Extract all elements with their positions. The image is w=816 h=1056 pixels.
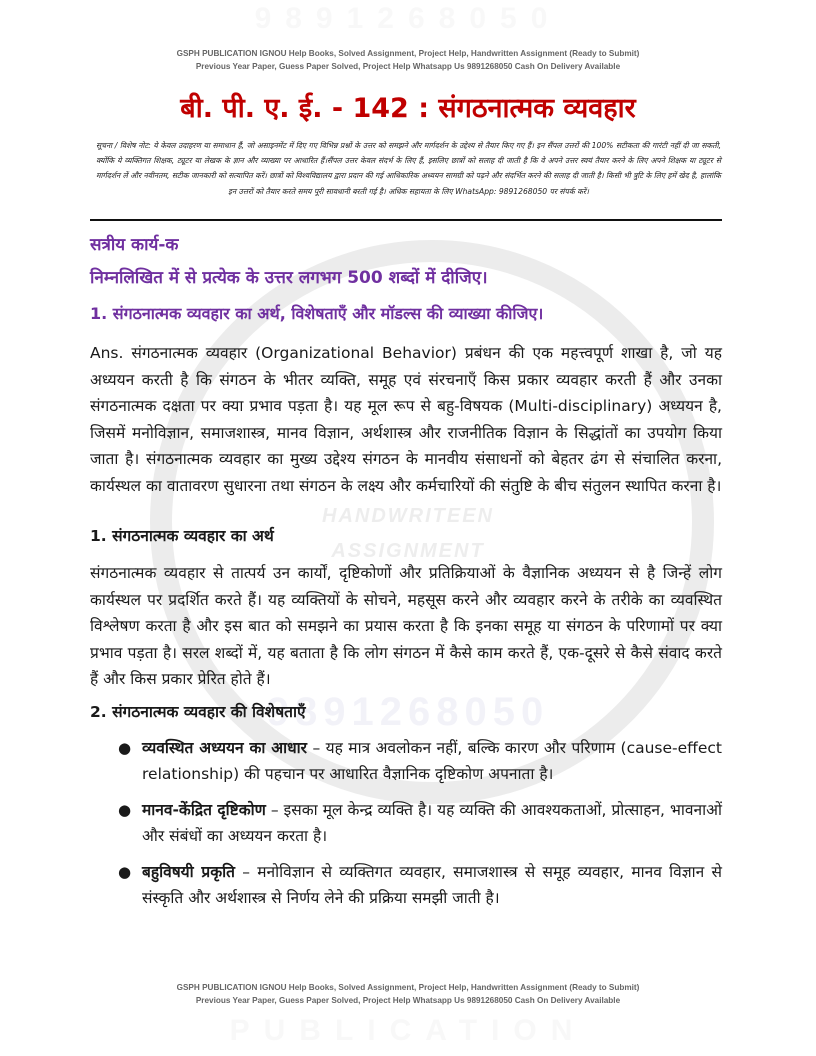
footer-line-1: GSPH PUBLICATION IGNOU Help Books, Solved Assignment, Project Help, Handwritten Assignment (Ready to Submit) <box>176 983 640 992</box>
features-list <box>115 735 722 921</box>
watermark-bottom: PUBLICATION <box>229 1014 587 1047</box>
watermark-phone: 9891268050 <box>266 690 550 734</box>
feature-text: – मनोविज्ञान से व्यक्तिगत व्यवहार, समाजशास्त्र से समूह व्यवहार, मानव विज्ञान से संस्कृति और अर्थशास्त्र से निर्णय लेने की प्रक्रिया समझी जाती है। <box>142 863 722 907</box>
section-label: सत्रीय कार्य-क <box>90 235 179 255</box>
feature-text: – यह मात्र अवलोकन नहीं, बल्कि कारण और परिणाम (cause-effect relationship) की पहचान पर आधारित वैज्ञानिक दृष्टिकोण अपनाता है। <box>142 739 722 783</box>
page-title: बी. पी. ए. ई. - 142 : संगठनात्मक व्यवहार <box>180 93 636 124</box>
header-line-1: GSPH PUBLICATION IGNOU Help Books, Solved Assignment, Project Help, Handwritten Assignment (Ready to Submit) <box>176 49 640 58</box>
feature-title: व्यवस्थित अध्ययन का आधार <box>142 739 308 757</box>
feature-title: मानव-केंद्रित दृष्टिकोण <box>142 801 266 819</box>
watermark-assignment: ASSIGNMENT <box>331 540 485 562</box>
disclaimer-notice: सूचना / विशेष नोट: ये केवल उदाहरण या समाधान हैं, जो असाइनमेंट में दिए गए विभिन्न प्रश्नों के उत्तर को समझने और मार्गदर्शन के उद्देश्य से तैयार किए गए हैं। इन सैंपल उत्तरों की 100% सटीकता की गारंटी नहीं दी जा सकती, क्योंकि ये व्यक्तिगत शिक्षक, ट्यूटर या लेखक के ज्ञान और व्याख्या पर आधारित हैं।सैंपल उत्तर केवल संदर्भ के लिए हैं, इसलिए छात्रों को सलाह दी जाती है कि वे अपने उत्तर स्वयं तैयार करने के लिए अपने शिक्षक या ट्यूटर से मार्गदर्शन लें और नवीनतम, सटीक जानकारी को सत्यापित करें। छात्रों को विश्वविद्यालय द्वारा प्रदान की गई आधिकारिक अध्ययन सामग्री को पढ़ने और संदर्भित करने की सलाह दी जाती है। किसी भी त्रुटि के लिए हमें खेद है, हालांकि इन उत्तरों को तैयार करते समय पूरी सावधानी बरती गई है। अधिक सहायता के लिए WhatsApp: 9891268050 पर संपर्क करें। <box>96 141 721 196</box>
list-item <box>115 735 722 787</box>
list-item <box>115 797 722 849</box>
section-instruction: निम्नलिखित में से प्रत्येक के उत्तर लगभग 500 शब्दों में दीजिए। <box>90 268 488 288</box>
footer-line-2: Previous Year Paper, Guess Paper Solved, Project Help Whatsapp Us 9891268050 Cash On Delivery Available <box>195 996 621 1005</box>
bullet-icon: ● <box>118 801 132 819</box>
bullet-icon: ● <box>118 739 132 757</box>
list-item <box>115 859 722 911</box>
answer-intro: Ans. संगठनात्मक व्यवहार (Organizational Behavior) प्रबंधन की एक महत्त्वपूर्ण शाखा है, जो यह अध्ययन करती है कि संगठन के भीतर व्यक्ति, समूह एवं संरचनाएँ किस प्रकार व्यवहार करती हैं और उनका संगठनात्मक दक्षता पर क्या प्रभाव पड़ता है। यह मूल रूप से बहु-विषयक (Multi-disciplinary) अध्ययन है, जिसमें मनोविज्ञान, समाजशास्त्र, मानव विज्ञान, अर्थशास्त्र और राजनीतिक विज्ञान के सिद्धांतों का उपयोग किया जाता है। संगठनात्मक व्यवहार का मुख्य उद्देश्य संगठन के मानवीय संसाधनों को बेहतर ढंग से संचालित करना, कार्यस्थल का वातावरण सुधारना तथा संगठन के लक्ष्य और कर्मचारियों की संतुष्टि के बीच संतुलन स्थापित करना है। <box>90 344 722 495</box>
watermark-handwritten: HANDWRITEEN <box>322 505 494 527</box>
meaning-heading: 1. संगठनात्मक व्यवहार का अर्थ <box>90 527 274 545</box>
meaning-paragraph: संगठनात्मक व्यवहार से तात्पर्य उन कार्यों, दृष्टिकोणों और प्रतिक्रियाओं के वैज्ञानिक अध्ययन से है जिन्हें लोग कार्यस्थल पर प्रदर्शित करते हैं। यह व्यक्तियों के सोचने, महसूस करने और व्यवहार करने के तरीके का व्यवस्थित विश्लेषण करता है और इस बात को समझने का प्रयास करता है कि इनका समूह या संगठन के परिणामों पर क्या प्रभाव पड़ता है। सरल शब्दों में, यह बताता है कि लोग संगठन में कैसे काम करते हैं, एक-दूसरे से कैसे संवाद करते हैं और किस प्रकार प्रेरित होते हैं। <box>90 564 722 688</box>
bullet-icon: ● <box>118 863 132 881</box>
divider <box>90 219 722 221</box>
features-heading: 2. संगठनात्मक व्यवहार की विशेषताएँ <box>90 703 306 721</box>
feature-text: – इसका मूल केन्द्र व्यक्ति है। यह व्यक्ति की आवश्यकताओं, प्रोत्साहन, भावनाओं और संबंधों का अध्ययन करता है। <box>142 801 722 845</box>
watermark-top: 9891268050 <box>254 2 562 35</box>
header-line-2: Previous Year Paper, Guess Paper Solved, Project Help Whatsapp Us 9891268050 Cash On Delivery Available <box>195 62 621 71</box>
feature-title: बहुविषयी प्रकृति <box>142 863 235 881</box>
question-heading: 1. संगठनात्मक व्यवहार का अर्थ, विशेषताएँ और मॉडल्स की व्याख्या कीजिए। <box>90 304 544 323</box>
